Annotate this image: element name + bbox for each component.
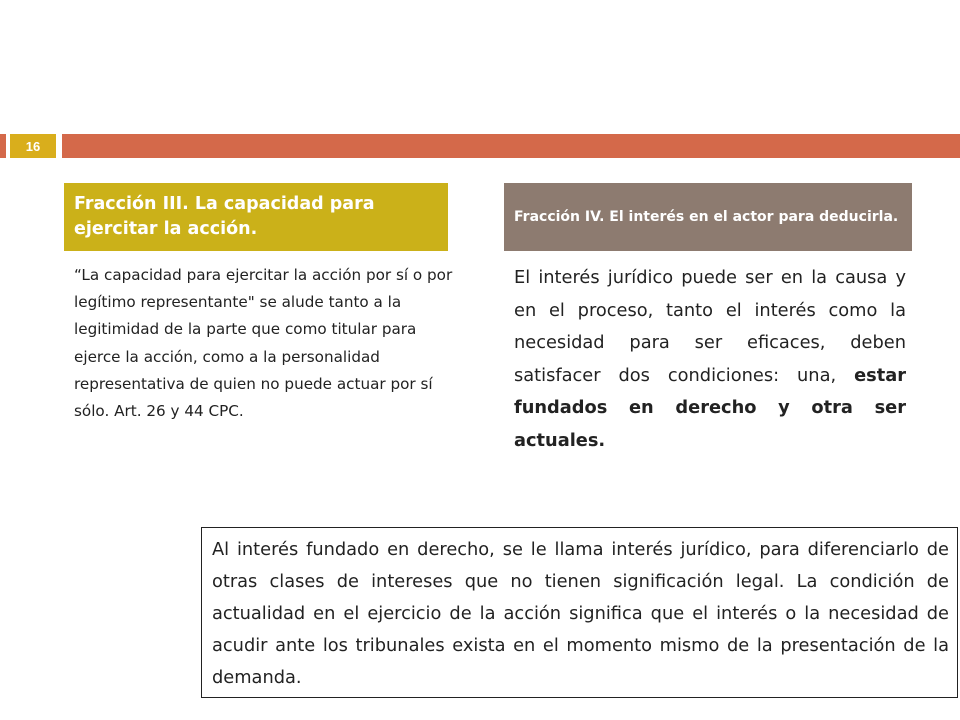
right-body-bold-text: estar fundados en derecho y otra ser actuales.: [514, 364, 906, 451]
bottom-text-box: [201, 527, 958, 698]
left-column-body: “La capacidad para ejercitar la acción por sí o por legítimo representante" se alude tanto a la legitimidad de la parte que como titular para ejerce la acción, como a la personalidad representativa de quien no puede actuar por sí sólo. Art. 26 y 44 CPC.: [74, 266, 453, 421]
right-column-body: [514, 262, 906, 458]
right-column-header: [504, 183, 912, 251]
left-header-text: Fracción III. La capacidad para ejercitar la acción.: [74, 194, 375, 239]
right-body-plain-text: El interés jurídico puede ser en la causa y en el proceso, tanto el interés como la necesidad para ser eficaces, deben satisfacer dos condiciones: una,: [514, 267, 906, 386]
top-bar-right-segment: [62, 134, 960, 158]
right-header-text: Fracción IV. El interés en el actor para deducirla.: [514, 208, 899, 225]
top-bar-left-segment: [0, 134, 6, 158]
left-column-header: [64, 183, 448, 251]
page-number-badge: 16: [10, 134, 56, 158]
bottom-box-text: Al interés fundado en derecho, se le llama interés jurídico, para diferenciarlo de otras clases de intereses que no tienen significación legal. La condición de actualidad en el ejercicio de la acción significa que el interés o la necesidad de acudir ante los tribunales exista en el momento mismo de la presentación de la demanda.: [212, 539, 949, 688]
